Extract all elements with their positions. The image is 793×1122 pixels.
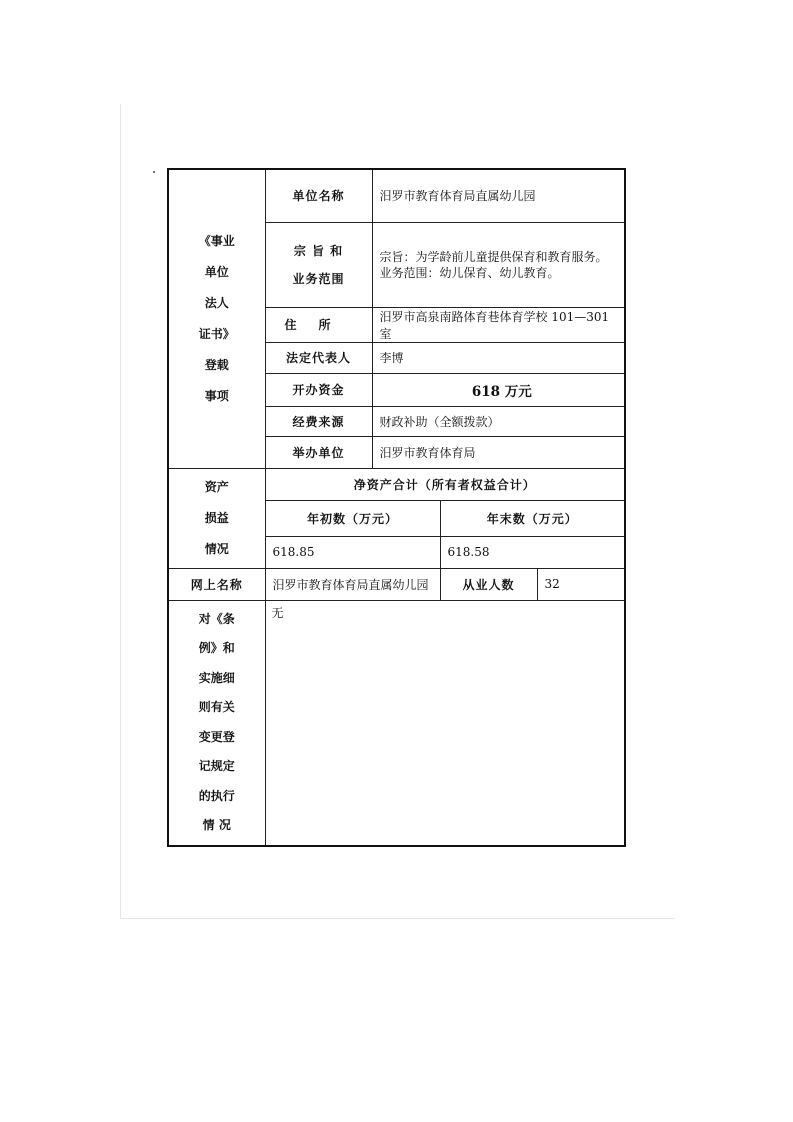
unit-name-value: 汨罗市教育体育局直属幼儿园 [372,169,625,222]
registration-section-label: 《事业 单位 法人 证书》 登载 事项 [168,169,265,468]
address-label: 住所 [265,307,372,342]
end-year-header: 年末数（万元） [440,500,625,536]
staff-count-value: 32 [537,568,625,600]
online-name-label: 网上名称 [168,568,265,600]
net-assets-header: 净资产合计（所有者权益合计） [265,468,625,500]
purpose-scope-value: 宗旨：为学龄前儿童提供保育和教育服务。 业务范围：幼儿保育、幼儿教育。 [372,222,625,307]
assets-section-label: 资产 损益 情况 [168,468,265,568]
start-capital-label: 开办资金 [265,373,372,406]
legal-representative-label: 法定代表人 [265,342,372,373]
start-capital-value: 618 万元 [372,373,625,406]
begin-year-value: 618.85 [265,536,440,568]
scan-speck [153,171,155,173]
table-row [168,169,625,222]
funding-source-value: 财政补助（全额拨款） [372,406,625,436]
table-row [168,568,625,600]
sponsor-value: 汨罗市教育体育局 [372,436,625,468]
purpose-scope-label: 宗 旨 和 业务范围 [265,222,372,307]
unit-name-label: 单位名称 [265,169,372,222]
registration-table [167,168,626,847]
table-row [168,468,625,500]
funding-source-label: 经费来源 [265,406,372,436]
compliance-value: 无 [265,600,625,846]
staff-count-label: 从业人数 [440,568,537,600]
sponsor-label: 举办单位 [265,436,372,468]
begin-year-header: 年初数（万元） [265,500,440,536]
address-value: 汨罗市高泉南路体育巷体育学校 101—301 室 [372,307,625,342]
legal-representative-value: 李博 [372,342,625,373]
online-name-value: 汨罗市教育体育局直属幼儿园 [265,568,440,600]
compliance-section-label: 对《条 例》和 实施细 则有关 变更登 记规定 的执行 情 况 [168,600,265,846]
table-row [168,600,625,846]
end-year-value: 618.58 [440,536,625,568]
